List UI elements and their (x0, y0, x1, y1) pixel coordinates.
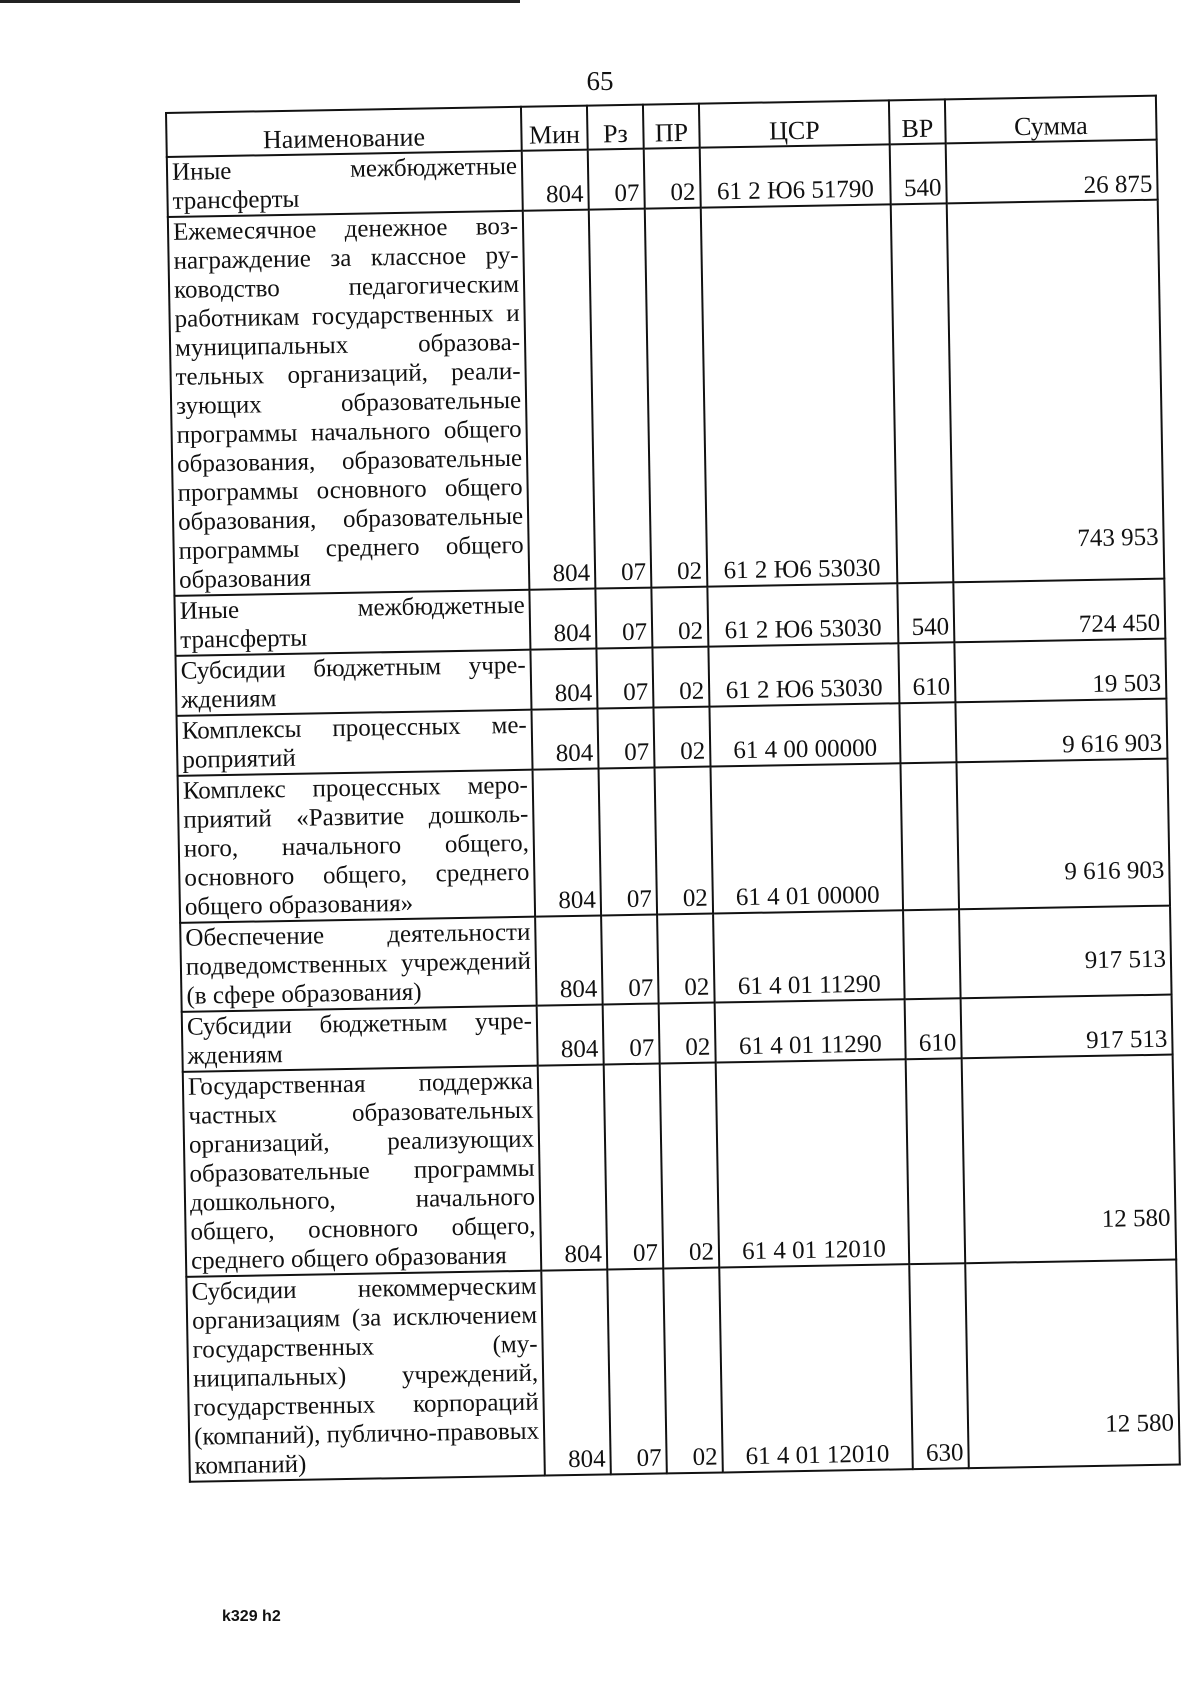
row-vr: 610 (898, 642, 955, 703)
row-min: 804 (541, 1269, 611, 1475)
row-sum: 26 875 (946, 140, 1158, 204)
row-vr (903, 909, 961, 999)
table-row (186, 1260, 1179, 1482)
row-csr: 61 4 01 12010 (716, 1059, 910, 1267)
row-name: Субсидии бюджетным учреждениям (182, 1006, 538, 1072)
table-row (168, 200, 1164, 596)
row-pr: 02 (652, 647, 709, 708)
row-pr: 02 (657, 914, 715, 1004)
row-min: 804 (530, 649, 597, 710)
table-row (178, 759, 1170, 923)
row-sum: 917 513 (961, 995, 1173, 1059)
header-vr: ВР (889, 99, 946, 144)
row-vr: 630 (909, 1263, 969, 1469)
row-rz: 07 (589, 209, 652, 589)
row-pr: 02 (644, 148, 701, 209)
row-name: Иные межбюджетные трансферты (167, 151, 523, 217)
row-pr: 02 (651, 587, 708, 648)
header-rz: Рз (587, 105, 644, 150)
row-vr: 540 (890, 143, 947, 204)
row-pr: 02 (645, 208, 708, 588)
row-name: Комплекс процессных мероприятий «Развитие дошкольного, начального общего, основного общего, среднего общего образования» (178, 770, 536, 923)
row-vr (906, 1058, 966, 1264)
row-csr: 61 2 Ю6 53030 (701, 204, 898, 586)
header-name: Наименование (166, 107, 522, 157)
table-row (180, 906, 1171, 1012)
row-csr: 61 4 01 11290 (713, 910, 905, 1002)
row-vr: 610 (905, 998, 962, 1059)
row-min: 804 (531, 709, 598, 770)
row-min: 804 (537, 1004, 604, 1065)
budget-table (165, 95, 1181, 1483)
row-rz: 07 (599, 768, 658, 916)
row-sum: 19 503 (954, 639, 1166, 703)
row-sum: 9 616 903 (956, 759, 1170, 910)
row-pr: 02 (660, 1063, 720, 1269)
row-name: Государственная поддержка частных образовательных организаций, реализующих образовательные программы дошкольного, начального общего, основного общего, среднего общего образования (183, 1066, 542, 1277)
row-pr: 02 (663, 1268, 723, 1474)
row-min: 804 (523, 210, 596, 590)
row-vr (891, 203, 954, 583)
row-sum: 12 580 (965, 1260, 1180, 1469)
row-min: 804 (529, 589, 596, 650)
row-pr: 02 (655, 767, 714, 915)
row-csr: 61 2 Ю6 53030 (708, 643, 899, 706)
row-sum: 743 953 (947, 200, 1165, 583)
row-min: 804 (538, 1064, 608, 1270)
row-csr: 61 2 Ю6 51790 (700, 144, 891, 207)
row-sum: 724 450 (953, 579, 1165, 643)
row-rz: 07 (607, 1268, 667, 1474)
row-csr: 61 4 01 12010 (719, 1264, 913, 1472)
row-vr: 540 (897, 582, 954, 643)
page-number: 65 (586, 66, 614, 96)
row-pr: 02 (659, 1003, 716, 1064)
row-name: Субсидии бюджетным учреждениям (175, 650, 531, 716)
table-row (183, 1055, 1176, 1277)
header-csr: ЦСР (699, 100, 890, 147)
row-rz: 07 (596, 648, 653, 709)
row-pr: 02 (653, 707, 710, 768)
row-csr: 61 4 01 11290 (715, 999, 906, 1062)
row-rz: 07 (597, 708, 654, 769)
row-sum: 9 616 903 (955, 699, 1167, 763)
row-csr: 61 4 01 00000 (711, 763, 904, 913)
row-rz: 07 (595, 588, 652, 649)
row-min: 804 (522, 150, 589, 211)
row-csr: 61 4 00 00000 (709, 703, 900, 766)
row-vr (900, 762, 959, 910)
header-min: Мин (521, 106, 588, 151)
row-rz: 07 (603, 1004, 660, 1065)
row-rz: 07 (588, 149, 645, 210)
row-rz: 07 (601, 915, 659, 1005)
header-pr: ПР (643, 104, 700, 149)
header-sum: Сумма (945, 96, 1157, 144)
row-name: Обеспечение деятельности подведомственных учреждений (в сфере образования) (180, 917, 536, 1012)
scan-edge (0, 0, 520, 3)
row-vr (899, 702, 956, 763)
row-sum: 917 513 (959, 906, 1172, 999)
row-csr: 61 2 Ю6 53030 (707, 583, 898, 646)
row-sum: 12 580 (962, 1055, 1177, 1264)
budget-table-wrap (165, 95, 1179, 1483)
row-min: 804 (535, 916, 603, 1006)
row-name: Ежемесячное денежное вознаграждение за классное руководство педагогическим работникам государственных и муниципальных образовательных организаций, реализующих образовательные программы начального общего образования, образовательные программы основного общего образования, образовательные программы среднего общего образования (168, 211, 530, 596)
row-min: 804 (533, 769, 602, 917)
row-rz: 07 (604, 1064, 664, 1270)
row-name: Комплексы процессных мероприятий (177, 710, 533, 776)
row-name: Иные межбюджетные трансферты (174, 590, 530, 656)
row-name: Субсидии некоммерческим организациям (за исключением государственных (муниципальных) учреждений, государственных корпораций (компаний), публично-правовых компаний) (186, 1271, 545, 1482)
footer-code: k329 h2 (222, 1608, 281, 1625)
